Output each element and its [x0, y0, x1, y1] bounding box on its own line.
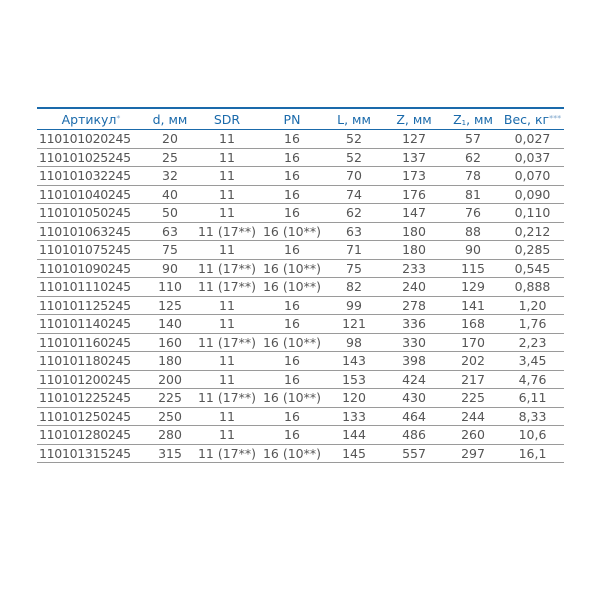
header-z1-unit: , мм [466, 111, 493, 127]
cell-z1: 76 [445, 204, 501, 223]
cell-weight: 16,1 [501, 444, 564, 463]
cell-l: 98 [325, 333, 383, 352]
cell-weight: 0,027 [501, 130, 564, 149]
cell-d: 20 [145, 130, 195, 149]
cell-d: 110 [145, 278, 195, 297]
cell-l: 70 [325, 167, 383, 186]
cell-sdr: 11 (17**) [195, 259, 259, 278]
header-row [37, 108, 564, 130]
cell-article: 110101040245 [37, 185, 145, 204]
cell-z: 464 [383, 407, 445, 426]
cell-article: 110101250245 [37, 407, 145, 426]
spec-table-container [37, 107, 564, 463]
cell-sdr: 11 (17**) [195, 389, 259, 408]
cell-z1: 57 [445, 130, 501, 149]
header-article [37, 108, 145, 130]
cell-l: 63 [325, 222, 383, 241]
header-z1-label: Z [453, 111, 462, 127]
cell-l: 145 [325, 444, 383, 463]
cell-z1: 78 [445, 167, 501, 186]
cell-pn: 16 (10**) [259, 222, 325, 241]
cell-z1: 225 [445, 389, 501, 408]
cell-z1: 297 [445, 444, 501, 463]
cell-weight: 1,20 [501, 296, 564, 315]
cell-l: 143 [325, 352, 383, 371]
cell-article: 110101020245 [37, 130, 145, 149]
header-weight-label: Вес, кг [503, 111, 550, 127]
cell-d: 315 [145, 444, 195, 463]
cell-l: 62 [325, 204, 383, 223]
cell-article: 110101180245 [37, 352, 145, 371]
cell-z: 430 [383, 389, 445, 408]
cell-pn: 16 [259, 426, 325, 445]
cell-z1: 244 [445, 407, 501, 426]
cell-article: 110101200245 [37, 370, 145, 389]
header-z1 [445, 108, 501, 130]
cell-sdr: 11 [195, 352, 259, 371]
table-row [37, 296, 564, 315]
cell-pn: 16 [259, 167, 325, 186]
cell-l: 153 [325, 370, 383, 389]
cell-pn: 16 [259, 296, 325, 315]
cell-z1: 88 [445, 222, 501, 241]
table-row [37, 389, 564, 408]
table-row [37, 241, 564, 260]
table-row [37, 167, 564, 186]
cell-article: 110101050245 [37, 204, 145, 223]
cell-weight: 4,76 [501, 370, 564, 389]
cell-l: 82 [325, 278, 383, 297]
cell-pn: 16 (10**) [259, 259, 325, 278]
cell-pn: 16 [259, 241, 325, 260]
cell-weight: 0,888 [501, 278, 564, 297]
table-row [37, 222, 564, 241]
cell-z: 557 [383, 444, 445, 463]
cell-d: 25 [145, 148, 195, 167]
cell-article: 110101090245 [37, 259, 145, 278]
table-row [37, 352, 564, 371]
table-row [37, 130, 564, 149]
cell-z: 137 [383, 148, 445, 167]
cell-l: 120 [325, 389, 383, 408]
spec-table [37, 107, 564, 463]
cell-sdr: 11 [195, 130, 259, 149]
header-pn: PN [283, 111, 301, 127]
header-weight [501, 108, 564, 130]
cell-pn: 16 (10**) [259, 333, 325, 352]
cell-sdr: 11 [195, 204, 259, 223]
cell-z: 330 [383, 333, 445, 352]
cell-l: 52 [325, 130, 383, 149]
cell-pn: 16 [259, 407, 325, 426]
table-row [37, 370, 564, 389]
cell-article: 110101025245 [37, 148, 145, 167]
cell-pn: 16 (10**) [259, 278, 325, 297]
cell-article: 110101160245 [37, 333, 145, 352]
cell-l: 75 [325, 259, 383, 278]
cell-pn: 16 [259, 315, 325, 334]
cell-sdr: 11 [195, 296, 259, 315]
table-row [37, 204, 564, 223]
cell-z1: 260 [445, 426, 501, 445]
cell-article: 110101110245 [37, 278, 145, 297]
cell-z1: 217 [445, 370, 501, 389]
cell-d: 32 [145, 167, 195, 186]
cell-d: 180 [145, 352, 195, 371]
cell-z: 424 [383, 370, 445, 389]
cell-d: 40 [145, 185, 195, 204]
cell-d: 250 [145, 407, 195, 426]
table-row [37, 333, 564, 352]
header-weight-footnote-mark: *** [549, 113, 562, 123]
cell-d: 90 [145, 259, 195, 278]
cell-z1: 81 [445, 185, 501, 204]
cell-sdr: 11 [195, 407, 259, 426]
cell-weight: 6,11 [501, 389, 564, 408]
cell-sdr: 11 [195, 185, 259, 204]
table-body [37, 130, 564, 463]
cell-article: 110101125245 [37, 296, 145, 315]
cell-d: 125 [145, 296, 195, 315]
cell-z: 240 [383, 278, 445, 297]
table-header [37, 108, 564, 130]
cell-z: 486 [383, 426, 445, 445]
cell-d: 140 [145, 315, 195, 334]
cell-sdr: 11 (17**) [195, 222, 259, 241]
cell-z: 233 [383, 259, 445, 278]
cell-d: 160 [145, 333, 195, 352]
cell-article: 110101063245 [37, 222, 145, 241]
cell-z: 176 [383, 185, 445, 204]
header-z1-subscript: 1 [461, 118, 467, 127]
table-row [37, 148, 564, 167]
cell-weight: 0,037 [501, 148, 564, 167]
cell-l: 144 [325, 426, 383, 445]
cell-z: 147 [383, 204, 445, 223]
cell-weight: 0,212 [501, 222, 564, 241]
table-row [37, 185, 564, 204]
table-row [37, 444, 564, 463]
cell-article: 110101315245 [37, 444, 145, 463]
cell-sdr: 11 [195, 370, 259, 389]
cell-l: 74 [325, 185, 383, 204]
header-z: Z, мм [396, 111, 432, 127]
cell-l: 71 [325, 241, 383, 260]
header-d: d, мм [152, 111, 188, 127]
cell-pn: 16 [259, 204, 325, 223]
cell-sdr: 11 (17**) [195, 278, 259, 297]
cell-d: 225 [145, 389, 195, 408]
cell-z1: 129 [445, 278, 501, 297]
cell-article: 110101140245 [37, 315, 145, 334]
cell-l: 133 [325, 407, 383, 426]
cell-sdr: 11 [195, 241, 259, 260]
cell-article: 110101075245 [37, 241, 145, 260]
cell-weight: 0,545 [501, 259, 564, 278]
cell-sdr: 11 [195, 315, 259, 334]
cell-z1: 141 [445, 296, 501, 315]
cell-l: 99 [325, 296, 383, 315]
cell-weight: 0,090 [501, 185, 564, 204]
cell-pn: 16 [259, 148, 325, 167]
header-article-label: Артикул [61, 111, 117, 127]
cell-weight: 2,23 [501, 333, 564, 352]
cell-z: 278 [383, 296, 445, 315]
table-row [37, 407, 564, 426]
cell-pn: 16 [259, 130, 325, 149]
cell-weight: 1,76 [501, 315, 564, 334]
cell-z: 173 [383, 167, 445, 186]
cell-sdr: 11 (17**) [195, 333, 259, 352]
cell-pn: 16 (10**) [259, 389, 325, 408]
cell-sdr: 11 [195, 167, 259, 186]
table-row [37, 426, 564, 445]
cell-weight: 0,110 [501, 204, 564, 223]
cell-z: 336 [383, 315, 445, 334]
cell-z: 398 [383, 352, 445, 371]
cell-z1: 90 [445, 241, 501, 260]
cell-pn: 16 [259, 370, 325, 389]
cell-weight: 0,070 [501, 167, 564, 186]
cell-z: 180 [383, 241, 445, 260]
cell-sdr: 11 [195, 148, 259, 167]
cell-sdr: 11 [195, 426, 259, 445]
cell-article: 110101225245 [37, 389, 145, 408]
cell-z1: 168 [445, 315, 501, 334]
cell-pn: 16 [259, 352, 325, 371]
cell-z1: 202 [445, 352, 501, 371]
cell-z1: 62 [445, 148, 501, 167]
table-row [37, 315, 564, 334]
cell-weight: 8,33 [501, 407, 564, 426]
cell-sdr: 11 (17**) [195, 444, 259, 463]
cell-d: 75 [145, 241, 195, 260]
header-article-footnote-mark: * [116, 113, 121, 123]
cell-article: 110101280245 [37, 426, 145, 445]
cell-d: 63 [145, 222, 195, 241]
header-l: L, мм [337, 111, 371, 127]
cell-d: 280 [145, 426, 195, 445]
cell-pn: 16 (10**) [259, 444, 325, 463]
cell-l: 52 [325, 148, 383, 167]
cell-pn: 16 [259, 185, 325, 204]
header-sdr: SDR [213, 111, 241, 127]
cell-article: 110101032245 [37, 167, 145, 186]
cell-z1: 170 [445, 333, 501, 352]
table-row [37, 278, 564, 297]
table-row [37, 259, 564, 278]
cell-z: 127 [383, 130, 445, 149]
cell-l: 121 [325, 315, 383, 334]
cell-weight: 3,45 [501, 352, 564, 371]
cell-z1: 115 [445, 259, 501, 278]
cell-z: 180 [383, 222, 445, 241]
cell-weight: 0,285 [501, 241, 564, 260]
cell-d: 50 [145, 204, 195, 223]
cell-d: 200 [145, 370, 195, 389]
cell-weight: 10,6 [501, 426, 564, 445]
